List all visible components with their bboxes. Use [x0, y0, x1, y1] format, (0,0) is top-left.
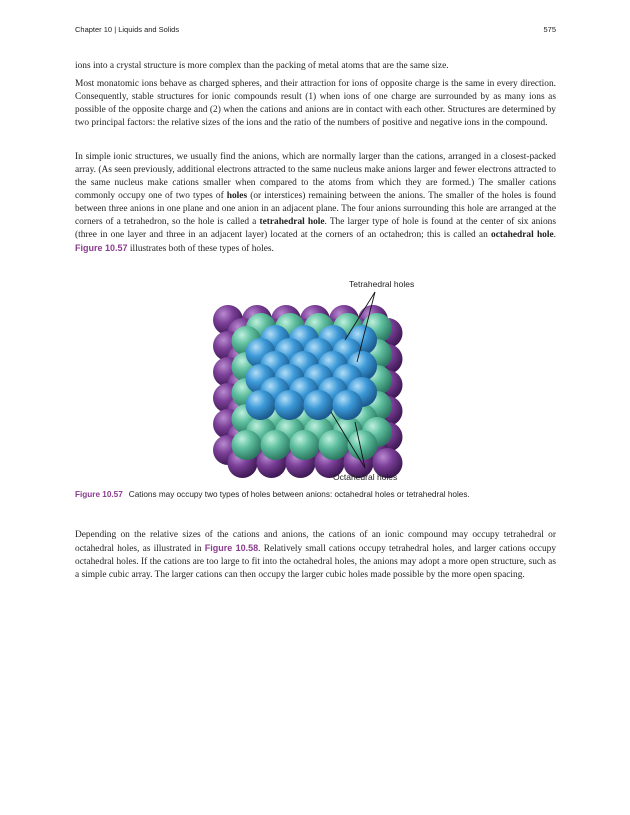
blue-anion-sphere [275, 390, 305, 420]
tetrahedral-holes-label: Tetrahedral holes [349, 279, 415, 289]
paragraph-4-text-c: . Relatively small cations occupy tetrahedral holes, and larger cations occupy octahedral holes. If the cations are too large to fit into the octahedral holes, the anions may adopt a more open structure, such as a simple cubic array. The larger cations can then occupy the larger cubic holes made possible by the more open spacing. [75, 544, 557, 580]
paragraph-3-text-e: . The larger type of hole is found at the center of six anions (three in one layer and three in an adjacent layer) located at the corners of an octahedron; this is called an [75, 217, 556, 240]
figure-10-58-link[interactable]: Figure 10.58 [204, 543, 259, 553]
octahedral-holes-label: Octahedral holes [333, 472, 398, 482]
green-anion-sphere [261, 430, 291, 460]
term-holes: holes [226, 191, 248, 201]
sphere-layers [213, 305, 403, 478]
blue-anion-sphere [246, 390, 276, 420]
paragraph-3-text-g: . [553, 230, 556, 240]
figure-caption [75, 490, 556, 499]
caption-label: Figure 10.57 [75, 490, 123, 499]
green-anion-sphere [319, 430, 349, 460]
figure-10-57 [205, 272, 435, 487]
caption-text: Cations may occupy two types of holes between anions: octahedral holes or tetrahedral holes. [128, 490, 470, 499]
paragraph-2: Most monatomic ions behave as charged spheres, and their attraction for ions of opposite charge is the same in every direction. Consequently, stable structures for ionic compounds result (1) when ions of one charge are surrounded by as many ions as possible of the opposite charge and (2) when the cations and anions are in contact with each other. Structures are determined by two principal factors: the relative sizes of the ions and the ratio of the numbers of positive and negative ions in the compound. [75, 79, 556, 128]
paragraph-3-text-c: (or interstices) remaining between the anions. The smaller of the holes is found between three anions in one plane and one anion in an adjacent plane. The four anions surrounding this hole are arranged at the corners of a tetrahedron, so the hole is called a [75, 191, 556, 227]
paragraph-3-text-i: illustrates both of these types of holes. [127, 244, 274, 254]
term-tetrahedral-hole: tetrahedral hole [259, 217, 325, 227]
blue-anion-sphere [333, 390, 363, 420]
green-anion-sphere [232, 430, 262, 460]
figure-10-57-link[interactable]: Figure 10.57 [75, 243, 128, 253]
paragraph-3 [75, 151, 556, 256]
paragraph-3-text-a: In simple ionic structures, we usually find the anions, which are normally larger than the cations, arranged in a closest-packed array. (As seen previously, additional electrons attracted to the same nucleus make anions larger and fewer electrons attracted to the same nucleus make cations smaller when compared to the atoms from which they are formed.) The smaller cations commonly occupy one of two types of [75, 152, 556, 201]
term-octahedral-hole: octahedral hole [491, 230, 554, 240]
chapter-title: Chapter 10 | Liquids and Solids [75, 25, 180, 34]
paragraph-1: ions into a crystal structure is more complex than the packing of metal atoms that are the same size. [75, 61, 449, 71]
paragraph-4-text-a: Depending on the relative sizes of the cations and anions, the cations of an ionic compound may occupy tetrahedral or octahedral holes, as illustrated in [75, 530, 556, 554]
paragraph-4 [75, 529, 556, 582]
blue-anion-sphere [304, 390, 334, 420]
page-number: 575 [543, 25, 556, 34]
ion-packing-diagram [205, 272, 435, 487]
green-anion-sphere [290, 430, 320, 460]
